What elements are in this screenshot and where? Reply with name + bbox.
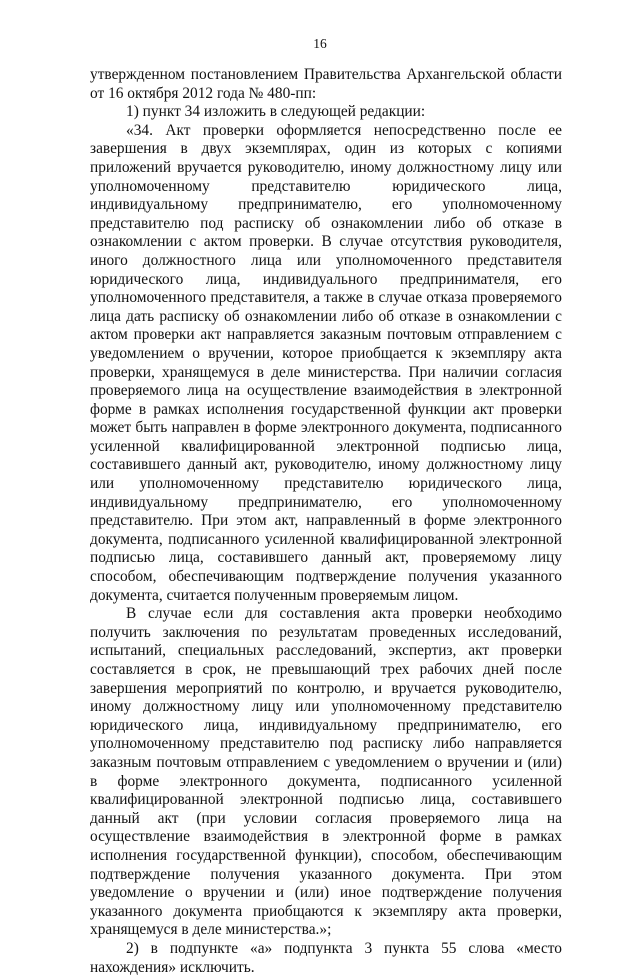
paragraph-expertise-case: В случае если для составления акта проверки необходимо получить заключения по результатам проведенных исследований, испытаний, специальных расследований, экспертиз, акт проверки составляется в срок, не превышающий трех рабочих дней после завершения мероприятий по контролю, и вручается руководителю, иному должностному лицу или уполномоченному представителю юридического лица, индивидуальному предпринимателю, его уполномоченному представителю под расписку либо направляется заказным почтовым отправлением с уведомлением о вручении и (или) в форме электронного документа, подписанного усиленной квалифицированной электронной подписью лица, составившего данный акт (при условии согласия проверяемого лица на осуществление взаимодействия в электронной форме в рамках исполнения государственной функции), способом, обеспечивающим подтверждение получения указанного документа. При этом уведомление о вручении и (или) иное подтверждение получения указанного документа приобщаются к экземпляру акта проверки, хранящемуся в деле министерства.»; [90,605,562,939]
page-number: 16 [313,36,327,51]
document-body [90,66,562,977]
paragraph-item-2: 2) в подпункте «а» подпункта 3 пункта 55 слова «место нахождения» исключить. [90,939,562,976]
paragraph-intro: утвержденном постановлением Правительства Архангельской области от 16 октября 2012 года № 480-пп: [90,66,562,102]
paragraph-point-34: «34. Акт проверки оформляется непосредственно после ее завершения в двух экземплярах, один из которых с копиями приложений вручается руководителю, иному должностному лицу или уполномоченному представителю юридического лица, индивидуальному предпринимателю, его уполномоченному представителю под расписку об ознакомлении либо об отказе в ознакомлении с актом проверки. В случае отсутствия руководителя, иного должностного лица или уполномоченного представителя юридического лица, индивидуального предпринимателя, его уполномоченного представителя, а также в случае отказа проверяемого лица дать расписку об ознакомлении либо об отказе в ознакомлении с актом проверки акт направляется заказным почтовым отправлением с уведомлением о вручении, которое приобщается к экземпляру акта проверки, хранящемуся в деле министерства. При наличии согласия проверяемого лица на осуществление взаимодействия в электронной форме в рамках исполнения государственной функции акт проверки может быть направлен в форме электронного документа, подписанного усиленной квалифицированной электронной подписью лица, составившего данный акт, руководителю, иному должностному лицу или уполномоченному представителю юридического лица, индивидуальному предпринимателю, его уполномоченному представителю. При этом акт, направленный в форме электронного документа, подписанного усиленной квалифицированной электронной подписью лица, составившего данный акт, проверяемому лицу способом, обеспечивающим подтверждение получения указанного документа, считается полученным проверяемым лицом. [90,121,562,604]
paragraph-item-1: 1) пункт 34 изложить в следующей редакции: [126,103,426,121]
